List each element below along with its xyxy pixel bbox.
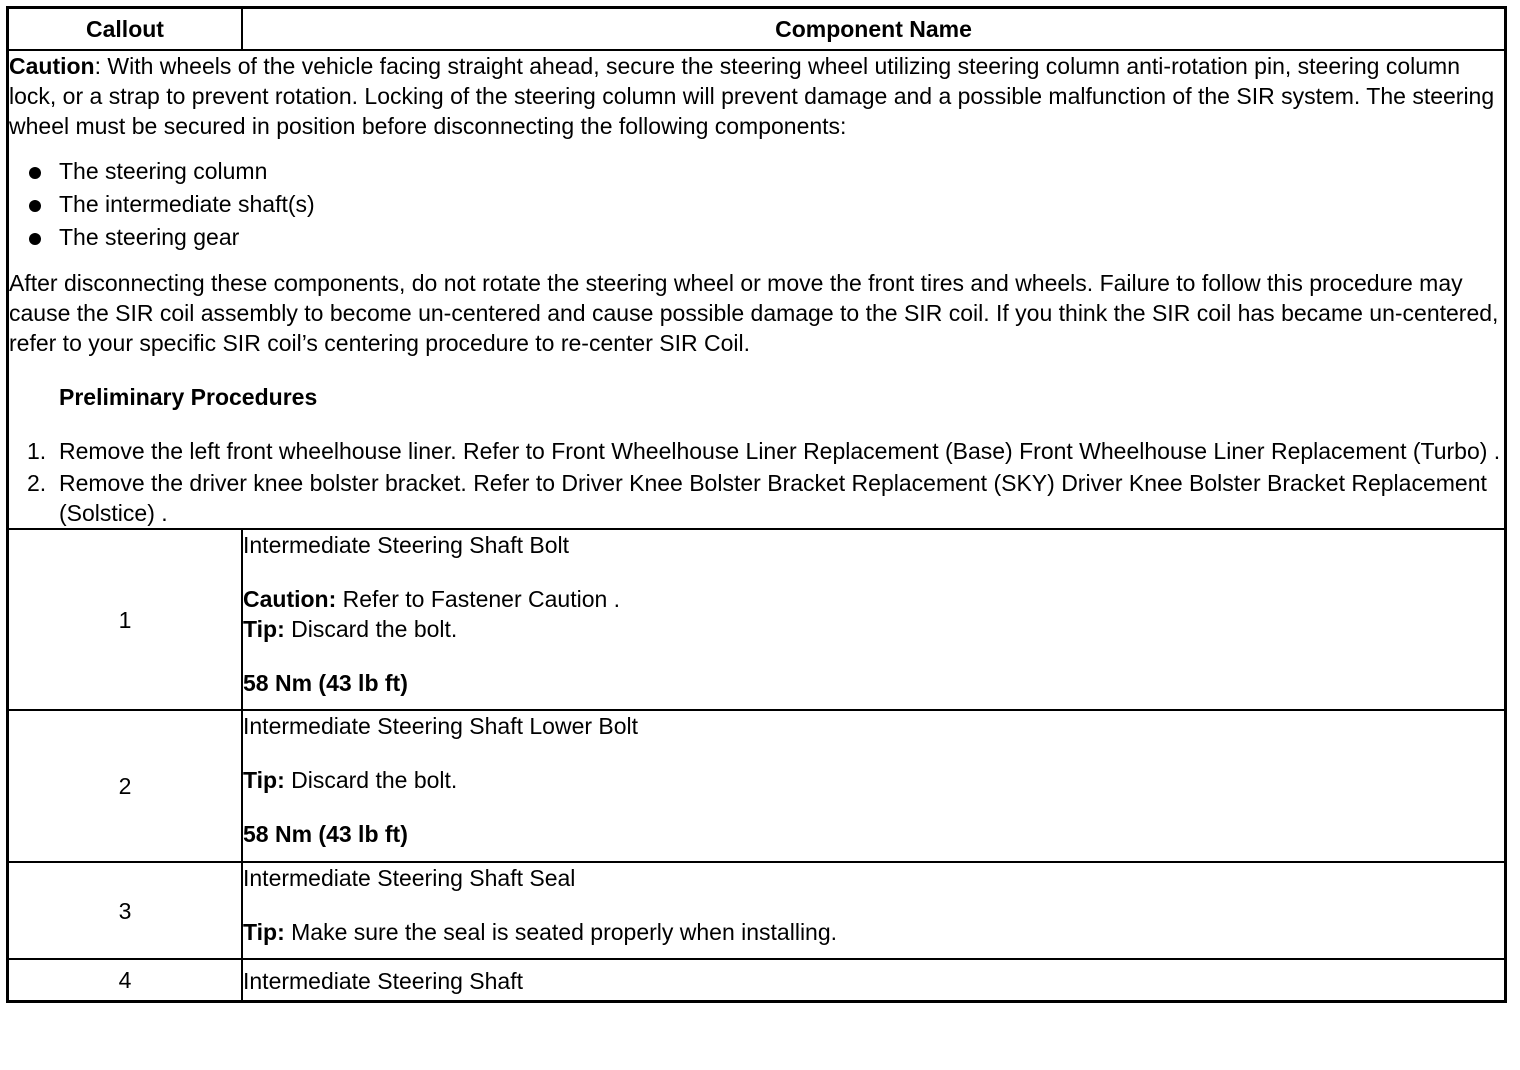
- tip-text: Discard the bolt.: [284, 767, 458, 793]
- step-number: 1.: [27, 438, 47, 464]
- preliminary-procedures-heading: Preliminary Procedures: [59, 384, 318, 410]
- component-cell: [242, 959, 1506, 1001]
- procedure-step: [9, 468, 1504, 528]
- callout-number: 3: [8, 862, 243, 959]
- table-header-row: [8, 8, 1506, 51]
- caution-label: Caution: [9, 53, 95, 79]
- callout-header: Callout: [8, 8, 243, 51]
- tip-label: Tip:: [243, 767, 285, 793]
- list-item: The intermediate shaft(s): [9, 188, 1504, 221]
- after-disconnect-paragraph: After disconnecting these components, do not rotate the steering wheel or move the front tires and wheels. Failure to follow this procedure may cause the SIR coil assembly to become un-centered and cause possible damage to the SIR coil. If you think the SIR coil has became un-centered, refer to your specific SIR coil’s centering procedure to re-center SIR Coil.: [9, 270, 1499, 356]
- callout-number: 2: [8, 710, 243, 862]
- table-row: [8, 529, 1506, 710]
- step-number: 2.: [27, 470, 47, 496]
- tip-note: [243, 614, 1504, 644]
- tip-text: Make sure the seal is seated properly when installing.: [284, 919, 838, 945]
- step-text: Remove the left front wheelhouse liner. Refer to Front Wheelhouse Liner Replacement (Base) Front Wheelhouse Liner Replacement (Turbo) .: [59, 438, 1501, 464]
- component-table: [6, 6, 1507, 1003]
- caution-cell: [8, 50, 1506, 529]
- component-name-header: Component Name: [242, 8, 1506, 51]
- tip-label: Tip:: [243, 919, 285, 945]
- caution-note-text: Refer to Fastener Caution .: [336, 586, 621, 612]
- tip-text: Discard the bolt.: [284, 616, 458, 642]
- caution-note: [243, 584, 1504, 614]
- component-cell: [242, 529, 1506, 710]
- component-cell: [242, 710, 1506, 862]
- caution-note-label: Caution:: [243, 586, 337, 612]
- callout-number: 1: [8, 529, 243, 710]
- component-bullet-list: [9, 155, 1504, 254]
- caution-row: [8, 50, 1506, 529]
- component-name: Intermediate Steering Shaft: [243, 968, 523, 994]
- tip-note: [243, 917, 1504, 947]
- caution-text: : With wheels of the vehicle facing straight ahead, secure the steering wheel utilizing steering column anti-rotation pin, steering column lock, or a strap to prevent rotation. Locking of the steering column will prevent damage and a possible malfunction of the SIR system. The steering wheel must be secured in position before disconnecting the following components:: [9, 53, 1495, 139]
- component-name: Intermediate Steering Shaft Bolt: [243, 532, 570, 558]
- component-name: Intermediate Steering Shaft Seal: [243, 865, 576, 891]
- caution-paragraph: [9, 51, 1504, 141]
- component-name: Intermediate Steering Shaft Lower Bolt: [243, 713, 639, 739]
- list-item: The steering gear: [9, 221, 1504, 254]
- tip-note: [243, 765, 1504, 795]
- list-item: The steering column: [9, 155, 1504, 188]
- tip-label: Tip:: [243, 616, 285, 642]
- table-row: [8, 862, 1506, 959]
- table-row: [8, 710, 1506, 862]
- step-text: Remove the driver knee bolster bracket. Refer to Driver Knee Bolster Bracket Replacement (SKY) Driver Knee Bolster Bracket Replacement (Solstice) .: [59, 470, 1487, 526]
- procedure-steps: [9, 436, 1504, 528]
- component-cell: [242, 862, 1506, 959]
- torque-spec: 58 Nm (43 lb ft): [243, 670, 408, 696]
- procedure-step: [9, 436, 1504, 466]
- table-row: [8, 959, 1506, 1001]
- callout-number: 4: [8, 959, 243, 1001]
- torque-spec: 58 Nm (43 lb ft): [243, 821, 408, 847]
